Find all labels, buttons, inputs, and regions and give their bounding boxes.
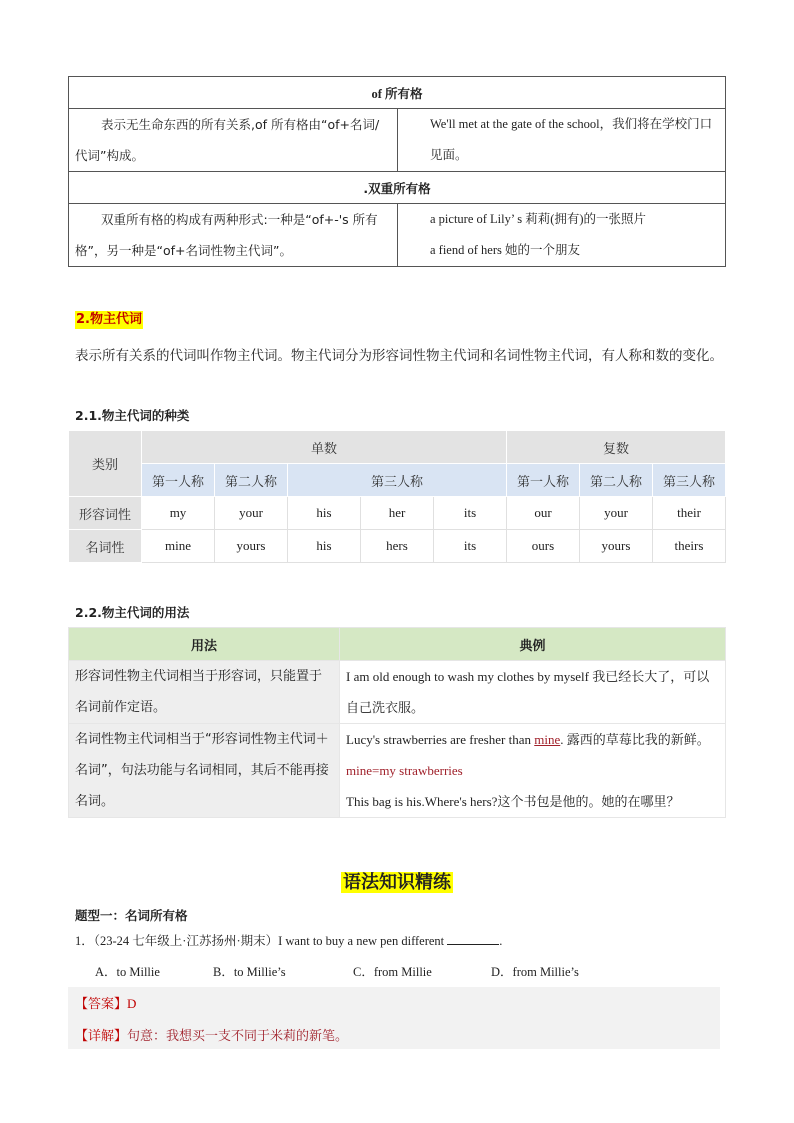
double-possessive-example-1: a picture of Lily’ s 莉莉(拥有)的一张照片 <box>430 212 647 226</box>
singular-third-person: 第三人称 <box>288 464 507 497</box>
double-possessive-examples <box>398 204 726 267</box>
subheading-pronoun-usage: 2.2.物主代词的用法 <box>75 605 190 620</box>
plural-third-person: 第三人称 <box>653 464 726 497</box>
of-possessive-rule: 表示无生命东西的所有关系,of 所有格由“of+名词/代词”构成。 <box>69 109 398 172</box>
singular-second-person: 第二人称 <box>215 464 288 497</box>
plural-header: 复数 <box>507 431 726 464</box>
usage-noun-pronoun: 名词性物主代词相当于“形容词性物主代词＋名词”，句法功能与名词相同，其后不能再接名词。 <box>69 724 340 818</box>
question-1-options <box>95 962 579 980</box>
subheading-pronoun-types: 2.1.物主代词的种类 <box>75 408 190 423</box>
answer-box <box>68 987 720 1049</box>
example-header: 典例 <box>340 628 726 661</box>
table-cell: its <box>434 530 507 563</box>
plural-first-person: 第一人称 <box>507 464 580 497</box>
noun-row-label: 名词性 <box>69 530 142 563</box>
option-a: A．to Millie <box>95 965 160 979</box>
question-type-label: 题型一：名词所有格 <box>75 908 188 923</box>
of-possessive-header: of 所有格 <box>69 77 726 109</box>
of-possessive-example: We'll met at the gate of the school，我们将在学校门口见面。 <box>398 109 726 172</box>
section-intro-paragraph: 表示所有关系的代词叫作物主代词。物主代词分为形容词性物主代词和名词性物主代词，有人称和数的变化。 <box>75 348 723 364</box>
table-cell: our <box>507 497 580 530</box>
table-cell: yours <box>215 530 288 563</box>
example-sentence-strawberries: Lucy's strawberries are fresher than mine. 露西的草莓比我的新鲜。 <box>346 732 710 747</box>
double-possessive-rule: 双重所有格的构成有两种形式:一种是“of+-'s 所有格”，另一种是“of+名词性物主代词”。 <box>69 204 398 267</box>
detail-line: 【详解】句意：我想买一支不同于米莉的新笔。 <box>75 1029 349 1044</box>
pronoun-usage-table <box>68 627 726 818</box>
usage-adjective-pronoun: 形容词性物主代词相当于形容词，只能置于名词前作定语。 <box>69 661 340 724</box>
table-cell: your <box>580 497 653 530</box>
table-cell: his <box>288 530 361 563</box>
table-cell: hers <box>361 530 434 563</box>
pronoun-types-table <box>68 430 726 563</box>
table-cell: his <box>288 497 361 530</box>
adjective-row-label: 形容词性 <box>69 497 142 530</box>
question-1: 1．（23-24 七年级上·江苏扬州·期末）I want to buy a new pen different . <box>75 934 503 948</box>
usage-header: 用法 <box>69 628 340 661</box>
answer-blank <box>447 932 499 945</box>
possessive-case-table <box>68 76 726 267</box>
adjective-pronoun-row <box>69 497 726 530</box>
singular-first-person: 第一人称 <box>142 464 215 497</box>
double-possessive-example-2: a fiend of hers 她的一个朋友 <box>430 243 580 257</box>
example-adjective-pronoun: I am old enough to wash my clothes by myself 我已经长大了，可以自己洗衣服。 <box>340 661 726 724</box>
table-cell: yours <box>580 530 653 563</box>
example-noun-pronoun <box>340 724 726 818</box>
option-c: C．from Millie <box>353 965 432 979</box>
option-d: D．from Millie’s <box>491 965 579 979</box>
table-cell: her <box>361 497 434 530</box>
example-note: mine=my strawberries <box>346 763 463 778</box>
table-cell: ours <box>507 530 580 563</box>
option-b: B．to Millie’s <box>213 965 286 979</box>
plural-second-person: 第二人称 <box>580 464 653 497</box>
table-cell: your <box>215 497 288 530</box>
double-possessive-header: .双重所有格 <box>69 172 726 204</box>
table-cell: their <box>653 497 726 530</box>
highlighted-word-mine: mine <box>534 732 561 747</box>
noun-pronoun-row <box>69 530 726 563</box>
table-cell: mine <box>142 530 215 563</box>
example-sentence-bag: This bag is his.Where's hers?这个书包是他的。她的在哪里？ <box>346 794 680 809</box>
table-cell: my <box>142 497 215 530</box>
answer-line: 【答案】D <box>75 996 137 1012</box>
table-cell: its <box>434 497 507 530</box>
category-header: 类别 <box>69 431 142 497</box>
table-cell: theirs <box>653 530 726 563</box>
section-heading-possessive-pronouns: 2.物主代词 <box>76 312 142 327</box>
practice-section-title: 语法知识精练 <box>343 872 451 893</box>
singular-header: 单数 <box>142 431 507 464</box>
